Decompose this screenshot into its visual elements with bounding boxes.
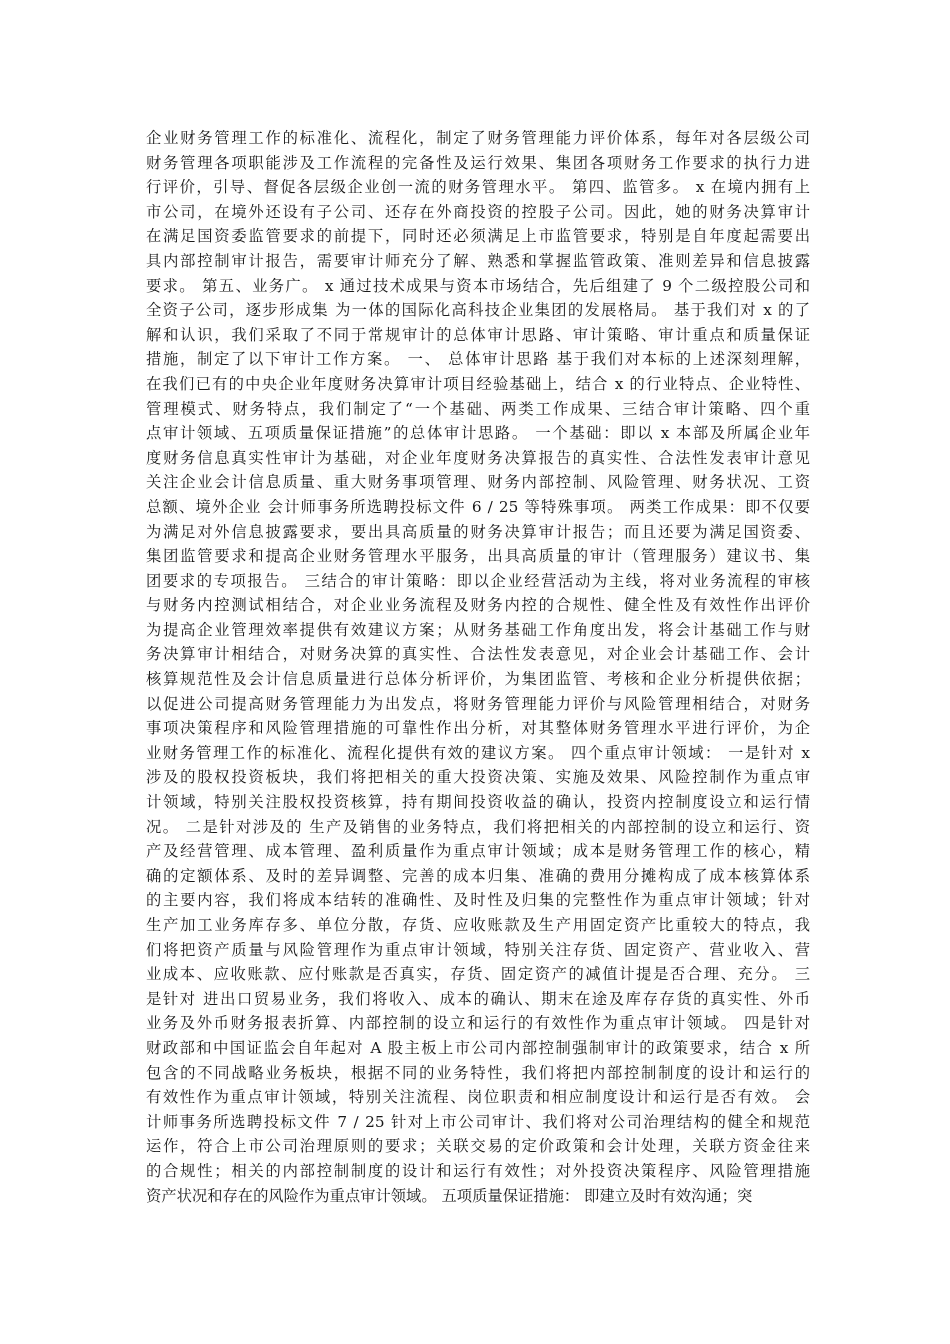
text-line: 为提高企业管理效率提供有效建议方案；从财务基础工作角度出发，将会计基础工作与财	[146, 620, 810, 639]
text-line: 总额、境外企业 会计师事务所选聘投标文件 6 / 25 等特殊事项。 两类工作成果：即不仅要	[146, 497, 810, 516]
text-line: 具内部控制审计报告，需要审计师充分了解、熟悉和掌握监管政策、准则差异和信息披露	[146, 251, 810, 270]
text-line: 行评价，引导、督促各层级企业创一流的财务管理水平。 第四、监管多。 x 在境内拥有上	[146, 178, 810, 197]
body-text	[146, 126, 810, 1208]
text-line: 生产加工业务库存多、单位分散，存货、应收账款及生产用固定资产比重较大的特点，我	[146, 916, 810, 934]
text-line: 要求。 第五、业务广。 x 通过技术成果与资本市场结合，先后组建了 9 个二级控股公司和	[146, 276, 810, 295]
text-line: 点审计领域、五项质量保证措施”的总体审计思路。 一个基础：即以 x 本部及所属企业年	[146, 424, 810, 443]
text-line: 管理模式、财务特点，我们制定了“一个基础、两类工作成果、三结合审计策略、四个重	[146, 399, 810, 418]
text-line: 市公司，在境外还设有子公司、还存在外商投资的控股子公司。因此，她的财务决算审计	[146, 202, 810, 221]
text-line: 为满足对外信息披露要求，要出具高质量的财务决算审计报告；而且还要为满足国资委、	[146, 522, 810, 541]
text-line: 运作，符合上市公司治理原则的要求；关联交易的定价政策和会计处理，关联方资金往来	[146, 1137, 810, 1156]
text-line: 在我们已有的中央企业年度财务决算审计项目经验基础上，结合 x 的行业特点、企业特性、	[146, 374, 810, 393]
text-line: 计师事务所选聘投标文件 7 / 25 针对上市公司审计、我们将对公司治理结构的健全和规范	[146, 1112, 810, 1131]
text-line: 产及经营管理、成本管理、盈利质量作为重点审计领域；成本是财务管理工作的核心，精	[146, 842, 810, 861]
text-line: 以促进公司提高财务管理能力为出发点，将财务管理能力评价与风险管理相结合，对财务	[146, 694, 810, 713]
text-line: 在满足国资委监管要求的前提下，同时还必须满足上市监管要求，特别是自年度起需要出	[146, 227, 810, 246]
text-line: 有效性作为重点审计领域，特别关注流程、岗位职责和相应制度设计和运行是否有效。 会	[146, 1088, 810, 1107]
text-line: 业成本、应收账款、应付账款是否真实，存货、固定资产的减值计提是否合理、充分。 三	[146, 965, 810, 984]
text-line: 关注企业会计信息质量、重大财务事项管理、财务内部控制、风险管理、财务状况、工资	[146, 473, 810, 492]
text-line: 业财务管理工作的标准化、流程化提供有效的建议方案。 四个重点审计领域： 一是针对 x	[146, 743, 810, 762]
text-line: 况。 二是针对涉及的 生产及销售的业务特点，我们将把相关的内部控制的设立和运行、资	[146, 817, 810, 836]
text-line: 集团监管要求和提高企业财务管理水平服务，出具高质量的审计（管理服务）建议书、集	[146, 547, 810, 566]
text-line: 与财务内控测试相结合，对企业业务流程及财务内控的合规性、健全性及有效性作出评价	[146, 596, 810, 615]
text-line: 是针对 进出口贸易业务，我们将收入、成本的确认、期末在途及库存存货的真实性、外币	[146, 989, 810, 1008]
text-line: 确的定额体系、及时的差异调整、完善的成本归集、准确的费用分摊构成了成本核算体系	[146, 866, 810, 885]
text-line: 度财务信息真实性审计为基础，对企业年度财务决算报告的真实性、合法性发表审计意见	[146, 448, 810, 467]
text-line: 财务管理各项职能涉及工作流程的完备性及运行效果、集团各项财务工作要求的执行力进	[146, 153, 810, 172]
text-line: 措施，制定了以下审计工作方案。 一、 总体审计思路 基于我们对本标的上述深刻理解，	[146, 350, 810, 369]
text-line: 全资子公司，逐步形成集 为一体的国际化高科技企业集团的发展格局。 基于我们对 x 的了	[146, 301, 810, 320]
text-line: 业务及外币财务报表折算、内部控制的设立和运行的有效性作为重点审计领域。 四是针对	[146, 1014, 810, 1033]
text-line: 涉及的股权投资板块，我们将把相关的重大投资决策、实施及效果、风险控制作为重点审	[146, 768, 810, 787]
text-line: 事项决策程序和风险管理措施的可靠性作出分析，对其整体财务管理水平进行评价，为企	[146, 719, 810, 738]
text-line: 们将把资产质量与风险管理作为重点审计领域，特别关注存货、固定资产、营业收入、营	[146, 940, 810, 959]
text-line: 务决算审计相结合，对财务决算的真实性、合法性发表意见，对企业会计基础工作、会计	[146, 645, 810, 664]
text-line: 企业财务管理工作的标准化、流程化，制定了财务管理能力评价体系，每年对各层级公司	[146, 129, 810, 147]
text-line: 的主要内容，我们将成本结转的准确性、及时性及归集的完整性作为重点审计领域；针对	[146, 891, 810, 910]
text-line: 包含的不同战略业务板块，根据不同的业务特性，我们将把内部控制制度的设计和运行的	[146, 1063, 810, 1082]
text-line: 核算规范性及会计信息质量进行总体分析评价，为集团监管、考核和企业分析提供依据；	[146, 670, 810, 689]
text-line: 解和认识，我们采取了不同于常规审计的总体审计思路、审计策略、审计重点和质量保证	[146, 325, 810, 344]
text-line: 团要求的专项报告。 三结合的审计策略：即以企业经营活动为主线，将对业务流程的审核	[146, 571, 810, 590]
text-line: 计领域，特别关注股权投资核算，持有期间投资收益的确认，投资内控制度设立和运行情	[146, 793, 810, 812]
text-line: 的合规性；相关的内部控制制度的设计和运行有效性；对外投资决策程序、风险管理措施	[146, 1161, 810, 1180]
text-line: 财政部和中国证监会自年起对 A 股主板上市公司内部控制强制审计的政策要求，结合 x 所	[146, 1038, 810, 1057]
text-line: 资产状况和存在的风险作为重点审计领域。 五项质量保证措施： 即建立及时有效沟通；突	[146, 1186, 753, 1205]
